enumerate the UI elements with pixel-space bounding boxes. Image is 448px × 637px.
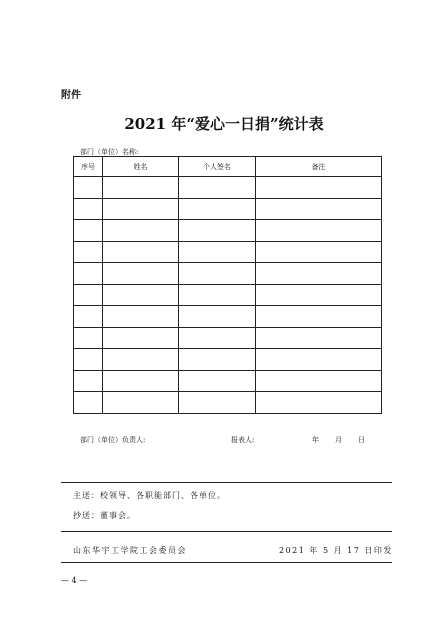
header-signature: 个人签名 xyxy=(179,157,256,177)
table-cell xyxy=(179,392,256,414)
table-cell xyxy=(179,241,256,263)
table-cell xyxy=(256,220,382,242)
table-cell xyxy=(256,370,382,392)
table-cell xyxy=(103,220,179,242)
table-cell xyxy=(74,370,103,392)
table-row xyxy=(74,198,382,220)
reporter-label: 报表人: xyxy=(231,436,255,444)
distribution-to: 主送：校领导、各职能部门、各单位。 xyxy=(73,491,226,500)
header-serial: 序号 xyxy=(74,157,103,177)
table-cell xyxy=(103,284,179,306)
table-cell xyxy=(256,392,382,414)
table-cell xyxy=(256,177,382,199)
table-cell xyxy=(74,327,103,349)
month-label: 月 xyxy=(335,436,342,444)
table-row xyxy=(74,241,382,263)
table-row xyxy=(74,349,382,371)
statistics-table xyxy=(73,156,382,414)
table-cell xyxy=(256,241,382,263)
table-cell xyxy=(74,392,103,414)
table-cell xyxy=(103,177,179,199)
table-row xyxy=(74,370,382,392)
table-cell xyxy=(179,198,256,220)
table-header-row xyxy=(74,157,382,177)
table-cell xyxy=(74,198,103,220)
issuer: 山东华宇工学院工会委员会 xyxy=(73,546,187,555)
table-cell xyxy=(74,177,103,199)
divider-top xyxy=(61,482,392,483)
table-cell xyxy=(179,370,256,392)
table-cell xyxy=(179,220,256,242)
table-cell xyxy=(256,306,382,328)
table-cell xyxy=(256,284,382,306)
table-row xyxy=(74,392,382,414)
table-row xyxy=(74,177,382,199)
table-cell xyxy=(74,263,103,285)
header-name: 姓名 xyxy=(103,157,179,177)
table-cell xyxy=(103,370,179,392)
table-row xyxy=(74,220,382,242)
department-label: 部门（单位）名称: xyxy=(80,148,139,156)
table-cell xyxy=(103,392,179,414)
table-cell xyxy=(256,198,382,220)
table-cell xyxy=(74,349,103,371)
table-body xyxy=(74,177,382,414)
header-remarks: 备注 xyxy=(256,157,382,177)
table-cell xyxy=(74,306,103,328)
table-cell xyxy=(256,327,382,349)
table-cell xyxy=(179,327,256,349)
page-title: 2021 年“爱心一日捐”统计表 xyxy=(124,115,324,133)
table-cell xyxy=(103,306,179,328)
divider-middle xyxy=(61,531,392,532)
table-cell xyxy=(103,241,179,263)
table-cell xyxy=(179,263,256,285)
distribution-cc: 抄送：董事会。 xyxy=(73,511,136,520)
page-number: — 4 — xyxy=(61,576,88,585)
table-row xyxy=(74,284,382,306)
issue-date: 2021 年 5 月 17 日印发 xyxy=(279,546,393,555)
table-cell xyxy=(103,198,179,220)
table-cell xyxy=(179,306,256,328)
table-cell xyxy=(103,327,179,349)
divider-bottom xyxy=(61,562,392,563)
responsible-label: 部门（单位）负责人: xyxy=(80,436,146,444)
table-row xyxy=(74,327,382,349)
table-row xyxy=(74,263,382,285)
year-label: 年 xyxy=(312,436,319,444)
table-cell xyxy=(256,349,382,371)
table-cell xyxy=(74,241,103,263)
table-row xyxy=(74,306,382,328)
table-cell xyxy=(74,284,103,306)
attachment-label: 附件 xyxy=(61,90,81,101)
day-label: 日 xyxy=(358,436,365,444)
table-cell xyxy=(179,349,256,371)
table-cell xyxy=(179,177,256,199)
table-cell xyxy=(179,284,256,306)
table-cell xyxy=(103,349,179,371)
table-cell xyxy=(74,220,103,242)
table-cell xyxy=(256,263,382,285)
table-cell xyxy=(103,263,179,285)
